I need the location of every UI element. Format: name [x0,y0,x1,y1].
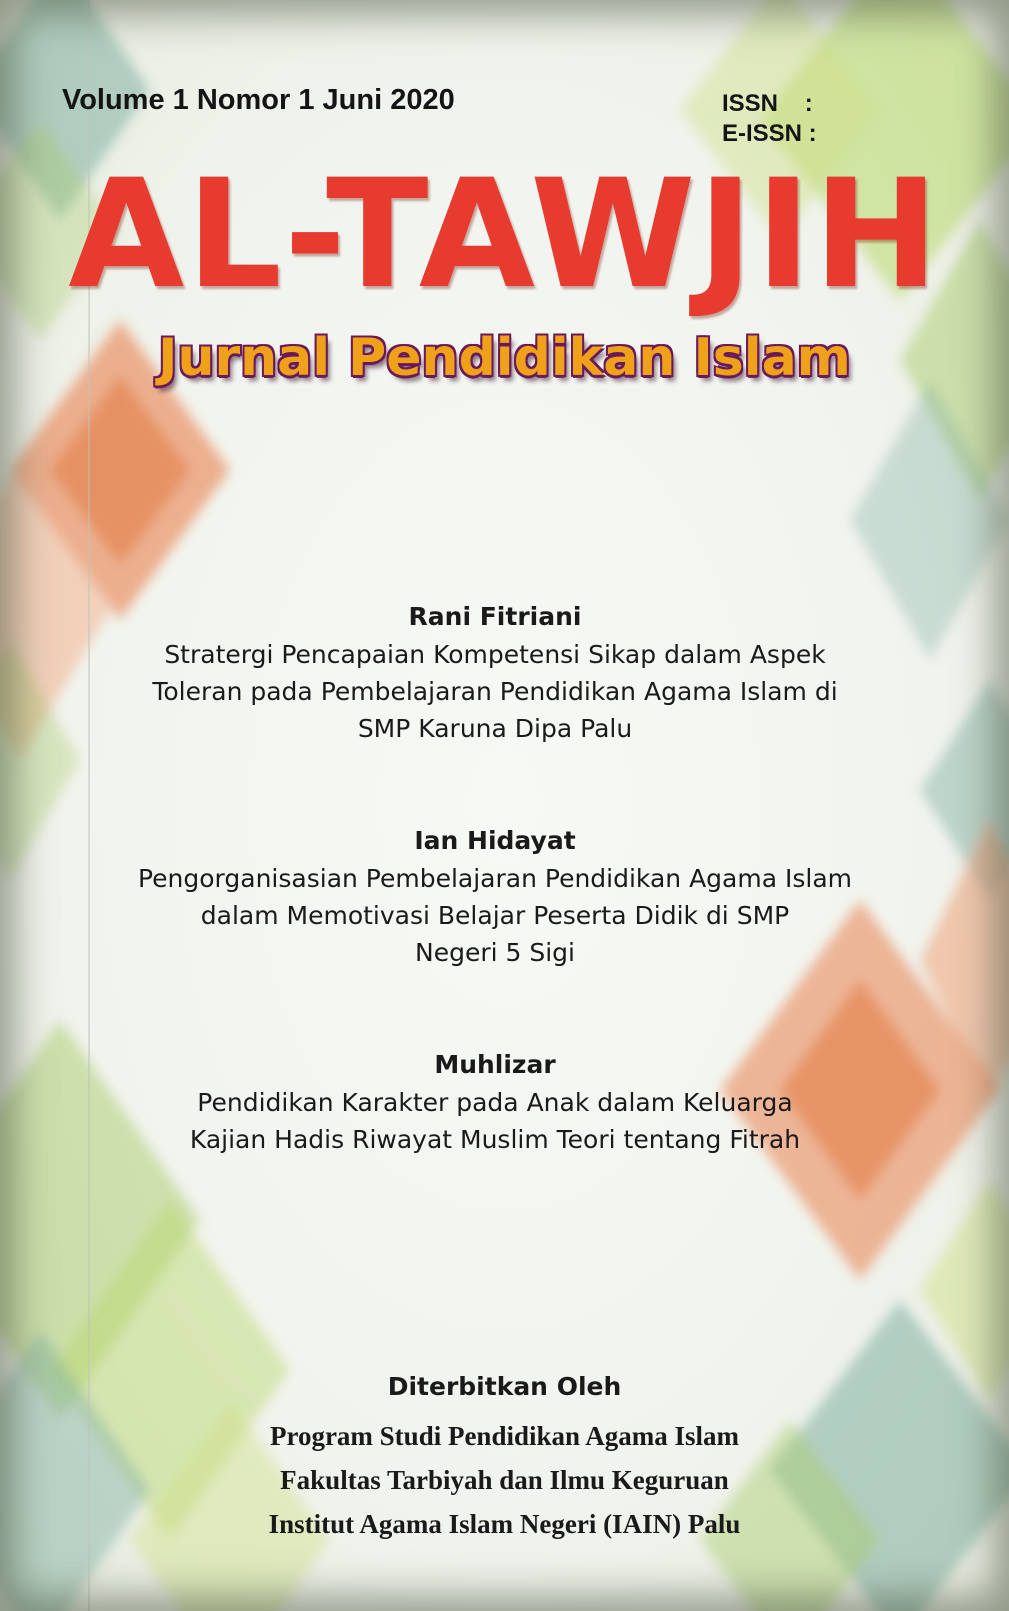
article-title-line: Pendidikan Karakter pada Anak dalam Keluarga [197,1088,793,1117]
issn-label: ISSN : [722,90,813,117]
article-entry [0,1046,990,1158]
publisher-line: Program Studi Pendidikan Agama Islam [269,1421,740,1451]
e-issn-label: E-ISSN : [722,120,817,147]
journal-subtitle: Jurnal Pendidikan Islam [158,328,851,388]
publisher-line: Institut Agama Islam Negeri (IAIN) Palu [268,1509,741,1539]
article-title-line: Toleran pada Pembelajaran Pendidikan Agama Islam di [152,677,838,706]
publisher-label: Diterbitkan Oleh [387,1372,622,1401]
article-title-line: Negeri 5 Sigi [415,938,575,967]
publisher-block [0,1370,1009,1546]
journal-title: AL-TAWJIH [68,148,941,322]
article-title-line: Pengorganisasian Pembelajaran Pendidikan Agama Islam [137,864,853,893]
article-entry [0,822,990,971]
article-entry [0,598,990,747]
article-title-line: Kajian Hadis Riwayat Muslim Teori tentang Fitrah [189,1125,801,1154]
article-title-line: SMP Karuna Dipa Palu [357,714,633,743]
article-author: Ian Hidayat [414,826,576,855]
issue-info: Volume 1 Nomor 1 Juni 2020 [62,84,455,116]
publisher-line: Fakultas Tarbiyah dan Ilmu Keguruan [280,1465,729,1495]
article-author: Muhlizar [434,1050,556,1079]
article-title-line: dalam Memotivasi Belajar Peserta Didik di SMP [200,901,790,930]
article-title-line: Stratergi Pencapaian Kompetensi Sikap dalam Aspek [164,640,826,669]
article-author: Rani Fitriani [408,602,582,631]
